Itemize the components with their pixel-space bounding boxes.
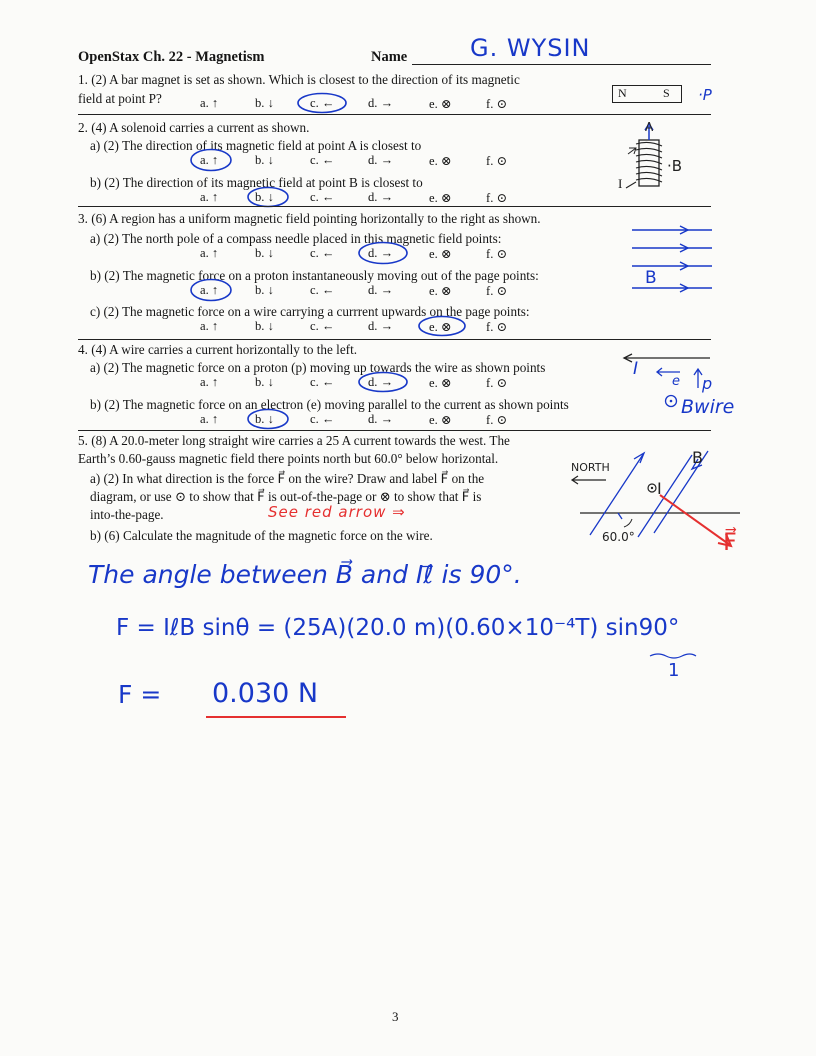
force-label: F⃗ <box>723 528 737 556</box>
solenoid-current-label: I <box>618 176 623 191</box>
q2a-answer-circle <box>189 148 233 172</box>
earth-b-label: B <box>692 448 703 467</box>
q2a-text: a) (2) The direction of its magnetic field at point A is closest to <box>90 138 422 153</box>
electron-label: e <box>672 374 680 389</box>
option-e[interactable]: e. ⊗ <box>429 413 452 427</box>
uniform-field-diagram <box>628 222 718 302</box>
solution-answer: 0.030 N <box>212 678 319 709</box>
q3a-text: a) (2) The north pole of a compass needle placed in this magnetic field points: <box>90 231 502 246</box>
option-a[interactable]: a. ↑ <box>200 319 219 333</box>
option-b[interactable]: b. ↓ <box>255 319 274 333</box>
option-b[interactable]: b. ↓ <box>255 96 274 110</box>
answer-underline <box>206 716 346 718</box>
option-f[interactable]: f. ⊙ <box>486 284 508 298</box>
option-f[interactable]: f. ⊙ <box>486 191 508 205</box>
option-d[interactable]: d. → <box>368 283 394 297</box>
q2-stem: 2. (4) A solenoid carries a current as shown. <box>78 120 310 135</box>
point-p-label: ·P <box>698 86 712 104</box>
option-d[interactable]: d. → <box>368 96 394 110</box>
page-number: 3 <box>392 1009 399 1024</box>
solenoid-point-b: ·B <box>667 157 683 175</box>
option-f[interactable]: f. ⊙ <box>486 376 508 390</box>
option-a[interactable]: a. ↑ <box>200 153 219 167</box>
option-f[interactable]: f. ⊙ <box>486 320 508 334</box>
divider <box>78 206 711 207</box>
option-a[interactable]: a. ↑ <box>200 412 219 426</box>
solution-line2-note: 1 <box>668 660 680 681</box>
name-underline <box>412 64 711 65</box>
q1-answer-circle <box>296 92 348 114</box>
magnet-south-label: S <box>663 86 670 100</box>
option-b[interactable]: b. ↓ <box>255 412 274 426</box>
q5a-text-line1: a) (2) In what direction is the force F⃗ on the wire? Draw and label F⃗ on the <box>90 471 485 486</box>
option-c[interactable]: c. ← <box>310 283 335 297</box>
out-of-page-icon <box>664 394 678 408</box>
field-b-label: B <box>645 268 657 288</box>
option-c[interactable]: c. ← <box>310 190 335 204</box>
q5-text-line1: 5. (8) A 20.0-meter long straight wire carries a 25 A current towards the west. The <box>78 433 510 448</box>
q4a-answer-circle <box>357 371 409 393</box>
option-b[interactable]: b. ↓ <box>255 190 274 204</box>
sin-underline <box>648 650 698 660</box>
divider <box>78 339 711 340</box>
option-b[interactable]: b. ↓ <box>255 246 274 260</box>
option-f[interactable]: f. ⊙ <box>486 97 508 111</box>
earth-current-label: I <box>657 479 662 498</box>
option-b[interactable]: b. ↓ <box>255 283 274 297</box>
proton-label: p <box>702 374 713 393</box>
option-d[interactable]: d. → <box>368 319 394 333</box>
q5a-text-line2: diagram, or use ⊙ to show that F⃗ is out-of-the-page or ⊗ to show that F⃗ is <box>90 489 482 504</box>
option-e[interactable]: e. ⊗ <box>429 247 452 261</box>
option-c[interactable]: c. ← <box>310 412 335 426</box>
solution-line3-label: F = <box>118 680 162 709</box>
option-a[interactable]: a. ↑ <box>200 246 219 260</box>
q3c-options <box>200 319 520 335</box>
q3b-answer-circle <box>189 278 233 302</box>
bwire-label: Bwire <box>681 396 735 418</box>
option-d[interactable]: d. → <box>368 153 394 167</box>
solenoid-diagram <box>612 120 702 200</box>
q4-stem: 4. (4) A wire carries a current horizontally to the left. <box>78 342 358 357</box>
option-e[interactable]: e. ⊗ <box>429 376 452 390</box>
q5b-text: b) (6) Calculate the magnitude of the magnetic force on the wire. <box>90 528 433 543</box>
q2a-options <box>200 153 520 169</box>
option-b[interactable]: b. ↓ <box>255 153 274 167</box>
q2b-answer-circle <box>246 186 290 208</box>
north-label: NORTH <box>571 461 610 474</box>
q3c-answer-circle <box>417 315 467 337</box>
option-c[interactable]: c. ← <box>310 319 335 333</box>
solution-line2: F = IℓB sinθ = (25A)(20.0 m)(0.60×10⁻⁴T) sin90° <box>116 615 680 641</box>
q5a-text-line3: into-the-page. <box>90 507 164 522</box>
q4b-answer-circle <box>246 408 290 430</box>
option-d[interactable]: d. → <box>368 246 394 260</box>
student-name: G. WYSIN <box>470 34 591 62</box>
option-d[interactable]: d. → <box>368 412 394 426</box>
q1-text-line2: field at point P? <box>78 91 162 106</box>
option-d[interactable]: d. → <box>368 190 394 204</box>
q3a-answer-circle <box>357 241 409 265</box>
q3-stem: 3. (6) A region has a uniform magnetic field pointing horizontally to the right as shown. <box>78 211 541 226</box>
divider <box>78 114 711 115</box>
solenoid-point-a: A <box>645 120 654 134</box>
option-f[interactable]: f. ⊙ <box>486 413 508 427</box>
q5-text-line2: Earth’s 0.60-gauss magnetic field there points north but 60.0° below horizontal. <box>78 451 499 466</box>
option-e[interactable]: e. ⊗ <box>429 97 452 111</box>
option-a[interactable]: a. ↑ <box>200 96 219 110</box>
option-c[interactable]: c. ← <box>310 246 335 260</box>
option-f[interactable]: f. ⊙ <box>486 154 508 168</box>
q1-text-line1: 1. (2) A bar magnet is set as shown. Which is closest to the direction of its magnetic <box>78 72 520 87</box>
wire-current-label: I <box>633 359 639 379</box>
divider <box>78 430 711 431</box>
q3b-text: b) (2) The magnetic force on a proton instantaneously moving out of the page points: <box>90 268 539 283</box>
bar-magnet <box>612 85 682 103</box>
option-a[interactable]: a. ↑ <box>200 283 219 297</box>
option-e[interactable]: e. ⊗ <box>429 284 452 298</box>
option-a[interactable]: a. ↑ <box>200 375 219 389</box>
magnet-north-label: N <box>618 86 627 100</box>
angle-label: 60.0° <box>602 530 635 544</box>
name-label: Name <box>371 49 408 65</box>
option-d[interactable]: d. → <box>368 375 394 389</box>
option-c[interactable]: c. ← <box>310 96 335 110</box>
option-e[interactable]: e. ⊗ <box>429 191 452 205</box>
option-c[interactable]: c. ← <box>310 375 335 389</box>
option-f[interactable]: f. ⊙ <box>486 247 508 261</box>
solution-line1: The angle between B⃗ and Iℓ⃗ is 90°. <box>88 560 522 589</box>
q3b-options <box>200 283 520 299</box>
see-red-arrow-note: See red arrow ⇒ <box>268 503 406 521</box>
q1-options <box>200 96 520 112</box>
q3c-text: c) (2) The magnetic force on a wire carrying a currrent upwards on the page points: <box>90 304 530 319</box>
option-a[interactable]: a. ↑ <box>200 190 219 204</box>
option-e[interactable]: e. ⊗ <box>429 320 452 334</box>
q4a-text: a) (2) The magnetic force on a proton (p) moving up towards the wire as shown points <box>90 360 546 375</box>
option-b[interactable]: b. ↓ <box>255 375 274 389</box>
page-title: OpenStax Ch. 22 - Magnetism <box>78 49 265 65</box>
option-e[interactable]: e. ⊗ <box>429 154 452 168</box>
q4b-text: b) (2) The magnetic force on an electron (e) moving parallel to the current as shown points <box>90 397 569 412</box>
q2b-text: b) (2) The direction of its magnetic field at point B is closest to <box>90 175 423 190</box>
option-c[interactable]: c. ← <box>310 153 335 167</box>
